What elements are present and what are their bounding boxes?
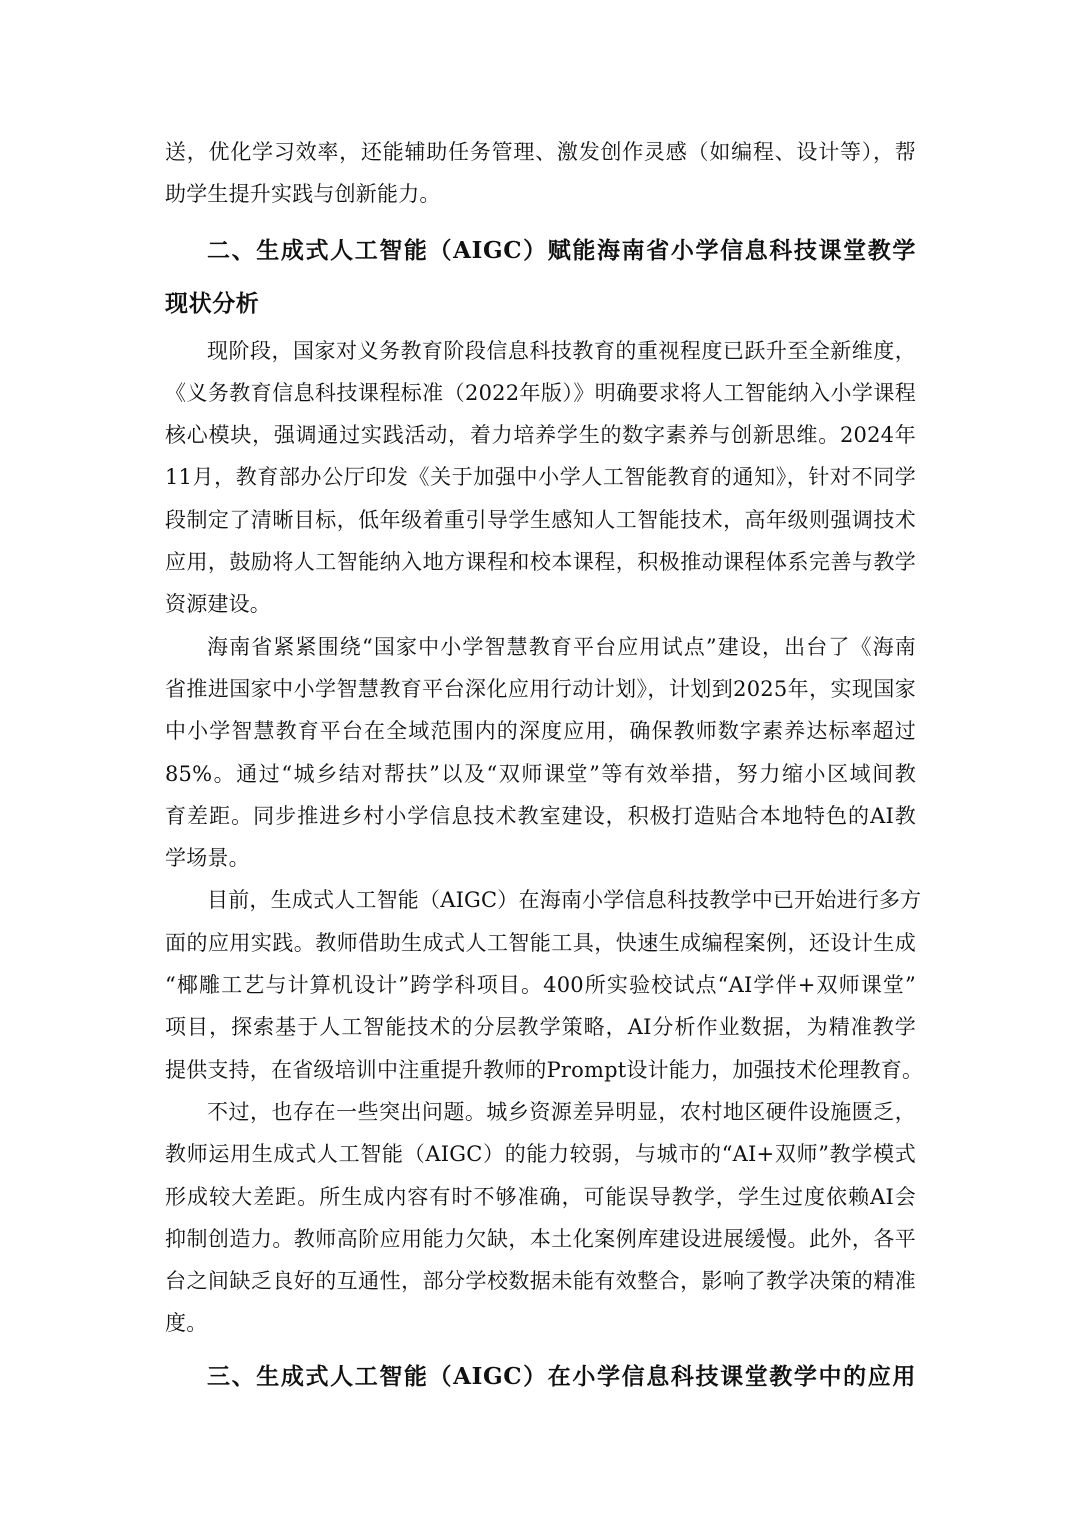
paragraph-current-practice [165,879,924,1090]
text-line: 抑制创造力。教师高阶应用能力欠缺，本土化案例库建设进展缓慢。此外，各平 [165,1226,916,1251]
section-2-heading [165,224,916,330]
text-line: 育差距。同步推进乡村小学信息技术教室建设，积极打造贴合本地特色的AI教 [165,803,916,828]
continuation-paragraph [165,131,916,216]
text-line: 教师运用生成式人工智能（AIGC）的能力较弱，与城市的“AI+双师”教学模式 [165,1142,916,1167]
heading-line: 三、生成式人工智能（AIGC）在小学信息科技课堂教学中的应用 [207,1362,916,1390]
section-3-heading [165,1355,916,1399]
text-line: 核心模块，强调通过实践活动，着力培养学生的数字素养与创新思维。2024年 [165,423,916,448]
text-line: 中小学智慧教育平台在全域范围内的深度应用，确保教师数字素养达标率超过 [165,719,916,744]
text-line: 助学生提升实践与创新能力。 [165,182,441,207]
text-line: 段制定了清晰目标，低年级着重引导学生感知人工智能技术，高年级则强调技术 [165,507,916,532]
paragraph-problems [165,1091,916,1345]
heading-line: 二、生成式人工智能（AIGC）赋能海南省小学信息科技课堂教学 [207,236,916,264]
text-line: 不过，也存在一些突出问题。城乡资源差异明显，农村地区硬件设施匮乏， [207,1099,916,1124]
text-line: “椰雕工艺与计算机设计”跨学科项目。400所实验校试点“AI学伴+双师课堂” [165,973,916,998]
text-line: 85%。通过“城乡结对帮扶”以及“双师课堂”等有效举措，努力缩小区域间教 [165,761,916,786]
text-line: 学场景。 [165,846,250,871]
document-page [165,131,924,1399]
text-line: 提供支持，在省级培训中注重提升教师的Prompt设计能力，加强技术伦理教育。 [165,1057,924,1082]
text-line: 应用，鼓励将人工智能纳入地方课程和校本课程，积极推动课程体系完善与教学 [165,550,916,575]
text-line: 11月，教育部办公厅印发《关于加强中小学人工智能教育的通知》，针对不同学 [165,465,916,490]
text-line: 目前，生成式人工智能（AIGC）在海南小学信息科技教学中已开始进行多方 [207,888,922,913]
text-line: 形成较大差距。所生成内容有时不够准确，可能误导教学，学生过度依赖AI会 [165,1184,916,1209]
text-line: 资源建设。 [165,592,271,617]
text-line: 台之间缺乏良好的互通性，部分学校数据未能有效整合，影响了教学决策的精准 [165,1269,916,1294]
paragraph-policy [165,330,916,626]
text-line: 海南省紧紧围绕“国家中小学智慧教育平台应用试点”建设，出台了《海南 [207,634,916,659]
text-line: 现阶段，国家对义务教育阶段信息科技教育的重视程度已跃升至全新维度， [207,338,916,363]
text-line: 度。 [165,1311,208,1336]
text-line: 《义务教育信息科技课程标准（2022年版）》明确要求将人工智能纳入小学课程 [165,380,916,405]
text-line: 省推进国家中小学智慧教育平台深化应用行动计划》，计划到2025年，实现国家 [165,676,916,701]
text-line: 送，优化学习效率，还能辅助任务管理、激发创作灵感（如编程、设计等），帮 [165,140,916,164]
text-line: 项目，探索基于人工智能技术的分层教学策略，AI分析作业数据，为精准教学 [165,1015,916,1040]
paragraph-hainan [165,626,916,880]
heading-line: 现状分析 [165,289,260,317]
text-line: 面的应用实践。教师借助生成式人工智能工具，快速生成编程案例，还设计生成 [165,930,916,955]
